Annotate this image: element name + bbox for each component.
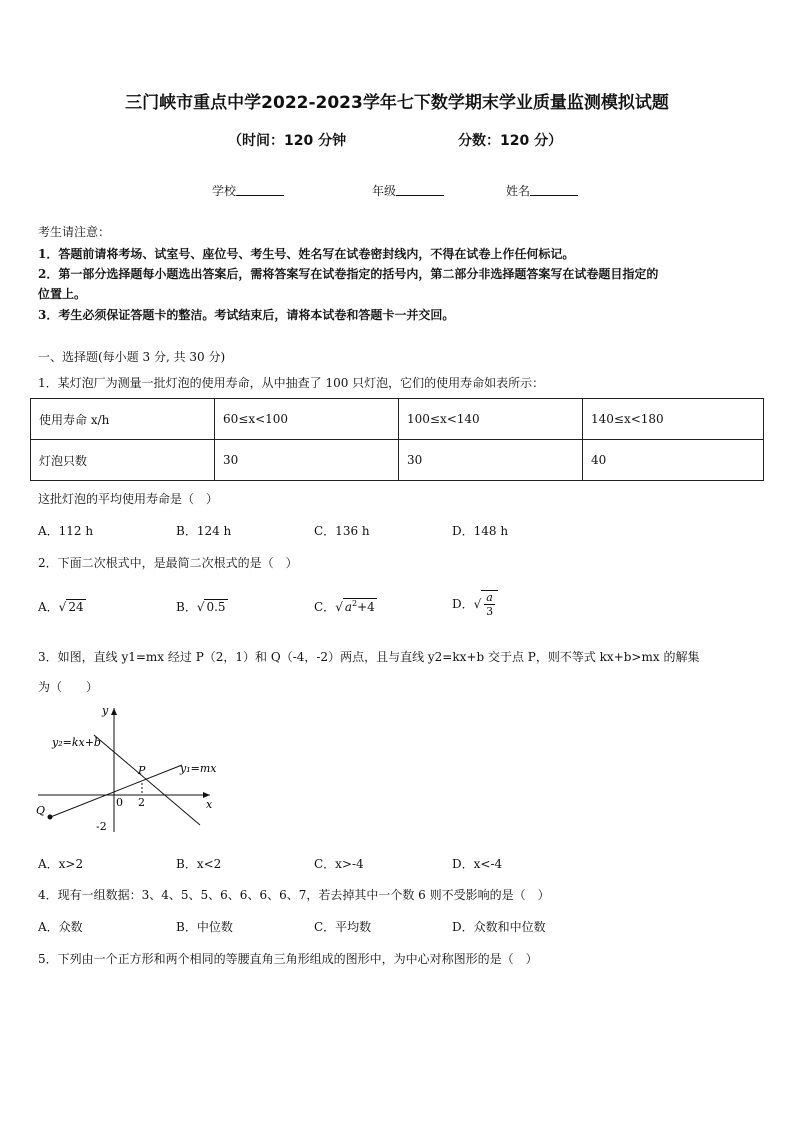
exponent: 2 (352, 599, 358, 608)
point-q (48, 815, 53, 820)
table-row (31, 399, 764, 440)
line-y1-label: y₁=mx (180, 762, 217, 775)
notice-item: 3．考生必须保证答题卡的整洁。考试结束后，请将本试卷和答题卡一并交回。 (38, 308, 455, 322)
line-y1 (48, 765, 182, 818)
q2-option-a: A．√ 24 (38, 600, 84, 614)
q1-option-b: B．124 h (176, 524, 232, 538)
q3-stem: 3．如图，直线 y1=mx 经过 P（2，1）和 Q（-4，-2）两点，且与直线 y2=kx+b 交于点 P，则不等式 kx+b>mx 的解集 (38, 650, 700, 664)
notice-item: 位置上。 (38, 287, 87, 301)
table-row (31, 440, 764, 481)
school-label: 学校 (212, 184, 237, 198)
q4-stem: 4．现有一组数据：3、4、5、5、6、6、6、6、7，若去掉其中一个数 6 则不受影响的是（ ） (38, 888, 550, 902)
q2-option-b: B．√ 0.5 (176, 600, 226, 614)
school-field (212, 182, 284, 199)
table-cell: 40 (583, 440, 764, 481)
table-cell: 灯泡只数 (31, 440, 215, 481)
option-label: A． (38, 600, 59, 614)
notice-item: 1．答题前请将考场、试室号、座位号、考生号、姓名写在试卷密封线内，不得在试卷上作任何标记。 (38, 247, 575, 261)
table-cell: 140≤x<180 (583, 399, 764, 440)
table-cell: 使用寿命 x/h (31, 399, 215, 440)
q2-option-d: D．√ $\frac{a}{3}$ (452, 590, 498, 618)
q3-option-b: B．x<2 (176, 857, 222, 871)
q1-option-c: C．136 h (314, 524, 370, 538)
notice-item: 2．第一部分选择题每小题选出答案后，需将答案写在试卷指定的括号内，第二部分非选择题答案写在试卷题目指定的 (38, 267, 659, 281)
school-blank (236, 183, 284, 196)
line-y2-label: y₂=kx+b (52, 736, 101, 749)
q4-option-c: C．平均数 (314, 920, 372, 934)
x-axis-label: x (206, 798, 213, 811)
time-label: （时间：120 分钟 (228, 133, 347, 149)
radicand-rest: +4 (357, 600, 375, 614)
q4-option-b: B．中位数 (176, 920, 233, 934)
radicand: 24 (68, 600, 84, 614)
fraction (484, 591, 495, 618)
radicand-var: a (344, 600, 352, 614)
denominator: 3 (486, 605, 494, 618)
grade-label: 年级 (372, 184, 397, 198)
radicand (343, 598, 377, 614)
table-cell: 30 (399, 440, 583, 481)
q3-stem-2: 为（ ） (38, 680, 99, 694)
q2-option-c: C．√ $a^2+4$ (314, 599, 375, 614)
name-blank (530, 183, 578, 196)
radicand (481, 590, 498, 618)
option-label: C． (314, 600, 336, 614)
grade-blank (396, 183, 444, 196)
q4-option-d: D．众数和中位数 (452, 920, 546, 934)
page-title: 三门峡市重点中学2022-2023学年七下数学期末学业质量监测模拟试题 (125, 93, 669, 113)
section-title: 一、选择题(每小题 3 分, 共 30 分) (38, 350, 226, 364)
tick-2-label: 2 (138, 796, 145, 809)
numerator: a (486, 591, 493, 604)
q1-stem: 1．某灯泡厂为测量一批灯泡的使用寿命，从中抽查了 100 只灯泡，它们的使用寿命如表所示： (38, 376, 545, 390)
q1-option-a: A．112 h (38, 524, 94, 538)
point-p-label: P (138, 764, 146, 777)
y-axis-arrow (111, 708, 117, 715)
q2-stem: 2．下面二次根式中，是最简二次根式的是（ ） (38, 556, 298, 570)
table-cell: 30 (215, 440, 399, 481)
table-cell: 100≤x<140 (399, 399, 583, 440)
table-cell: 60≤x<100 (215, 399, 399, 440)
q3-option-d: D．x<-4 (452, 857, 503, 871)
y-axis-label: y (102, 704, 109, 717)
origin-label: 0 (116, 796, 123, 809)
q3-option-a: A．x>2 (38, 857, 84, 871)
point-q-label: Q (36, 804, 46, 817)
tick-neg2-label: -2 (96, 820, 107, 833)
q1-option-d: D．148 h (452, 524, 509, 538)
q1-table (30, 398, 764, 481)
option-label: B． (176, 600, 197, 614)
q5-stem: 5．下列由一个正方形和两个相同的等腰直角三角形组成的图形中，为中心对称图形的是（ ） (38, 952, 538, 966)
option-label: D． (452, 597, 474, 611)
notice-heading: 考生请注意： (38, 225, 111, 239)
grade-field (372, 182, 444, 199)
name-field (506, 182, 578, 199)
q1-question: 这批灯泡的平均使用寿命是（ ） (38, 492, 219, 506)
name-label: 姓名 (506, 184, 531, 198)
q4-option-a: A．众数 (38, 920, 83, 934)
score-label: 分数：120 分） (458, 133, 563, 149)
q3-option-c: C．x>-4 (314, 857, 364, 871)
radicand: 0.5 (206, 600, 226, 614)
q3-graph (30, 700, 230, 840)
line-y2 (94, 735, 200, 825)
